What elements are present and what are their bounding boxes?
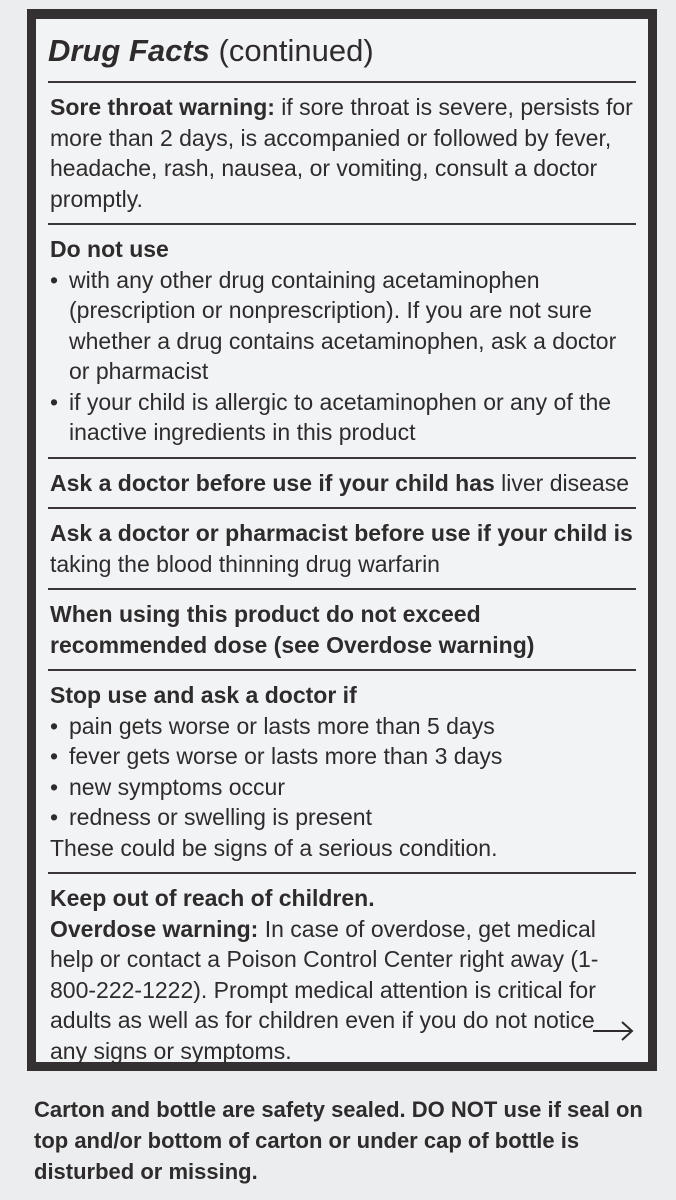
ask-doctor-label: Ask a doctor before use if your child has xyxy=(50,469,495,496)
ask-pharmacist-label: Ask a doctor or pharmacist before use if your child is xyxy=(50,520,633,546)
ask-pharmacist-text: taking the blood thinning drug warfarin xyxy=(50,550,440,577)
list-item xyxy=(50,387,634,448)
list-item-text: with any other drug containing acetaminophen (prescription or nonprescription). If you are not sure whether a drug contains acetaminophen, ask a doctor or pharmacist xyxy=(69,266,617,384)
title-continued: (continued) xyxy=(218,33,374,68)
overdose-label: Overdose warning: xyxy=(50,915,259,942)
ask-pharmacist-section xyxy=(48,509,636,588)
safety-seal-notice: Carton and bottle are safety sealed. DO NOT use if seal on top and/or bottom of carton or under cap of bottle is disturbed or missing. xyxy=(34,1097,643,1184)
do-not-use-heading: Do not use xyxy=(50,236,169,262)
bullet-icon: • xyxy=(50,773,59,800)
when-using-label: When using this product do not exceed recommended dose (see Overdose warning) xyxy=(50,601,535,658)
list-item xyxy=(50,265,634,387)
bullet-icon: • xyxy=(50,712,59,739)
overdose-section xyxy=(48,874,636,1075)
keep-out-label: Keep out of reach of children. xyxy=(50,885,375,911)
when-using-section xyxy=(48,590,636,669)
list-item-text: fever gets worse or lasts more than 3 days xyxy=(69,743,503,769)
drug-facts-title xyxy=(48,33,636,69)
bullet-icon: • xyxy=(50,388,59,415)
drug-facts-frame xyxy=(27,9,657,1071)
list-item-text: if your child is allergic to acetaminophen or any of the inactive ingredients in this product xyxy=(69,388,612,445)
sore-throat-text: if sore throat is severe, persists for more than 2 days, is accompanied or followed by fever, headache, rash, nausea, or vomiting, consult a doctor promptly. xyxy=(50,94,633,212)
bullet-icon: • xyxy=(50,266,59,293)
list-item-text: pain gets worse or lasts more than 5 days xyxy=(69,712,495,739)
list-item-text: new symptoms occur xyxy=(69,773,286,800)
title-bold: Drug Facts xyxy=(48,33,210,68)
list-item xyxy=(50,772,634,803)
overdose-text: In case of overdose, get medical help or contact a Poison Control Center right away (1-800-222-1222). Prompt medical attention is critical for adults as well as for children even if you do not notice any signs or symptoms. xyxy=(50,915,599,1064)
drug-facts-panel xyxy=(36,19,648,1062)
sore-throat-section xyxy=(48,83,636,223)
bullet-icon: • xyxy=(50,743,59,769)
stop-use-section xyxy=(48,671,636,872)
list-item xyxy=(50,711,634,742)
list-item-text: redness or swelling is present xyxy=(69,804,372,830)
do-not-use-section xyxy=(48,225,636,457)
sore-throat-label: Sore throat warning: xyxy=(50,94,275,120)
stop-use-heading: Stop use and ask a doctor if xyxy=(50,682,357,708)
list-item xyxy=(50,741,634,772)
bullet-icon: • xyxy=(50,804,59,830)
right-arrow-icon xyxy=(592,1020,634,1042)
list-item xyxy=(50,802,634,833)
stop-use-note: These could be signs of a serious condition. xyxy=(50,834,498,861)
ask-doctor-text: liver disease xyxy=(501,469,630,496)
ask-doctor-section xyxy=(48,459,636,508)
